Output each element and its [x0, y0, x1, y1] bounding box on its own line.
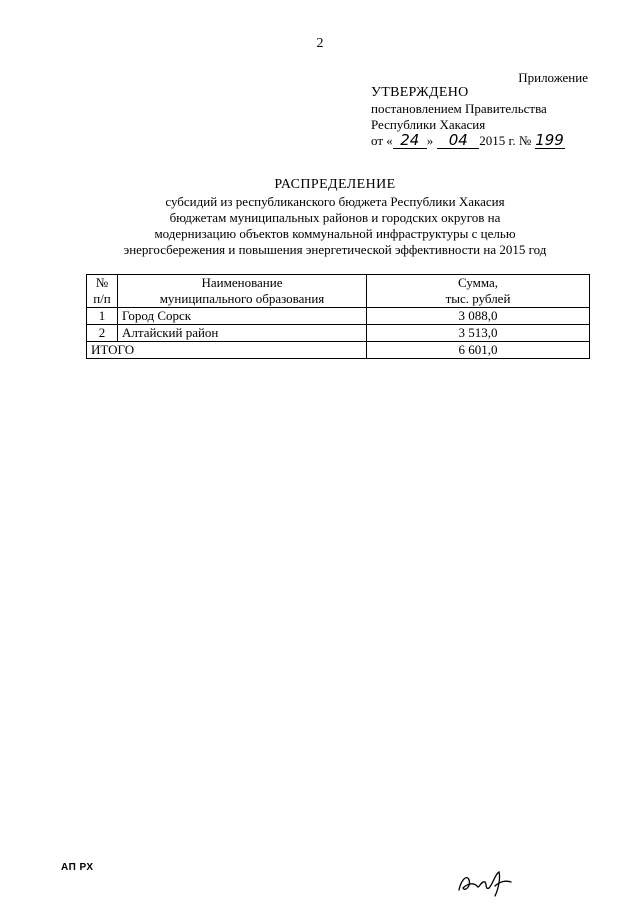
footer-code: АП РХ	[61, 862, 94, 873]
date-day-close: »	[426, 133, 434, 148]
subtitle-line-3: модернизацию объектов коммунальной инфраструктуры с целью	[154, 226, 516, 241]
header-num-line-1: №	[95, 275, 109, 290]
approved-heading: УТВЕРЖДЕНО	[371, 85, 469, 100]
approval-block	[371, 85, 565, 149]
table-header-row	[87, 275, 590, 308]
handwritten-signature	[455, 866, 515, 898]
table-row	[87, 325, 590, 342]
row-sum: 3 088,0	[367, 308, 590, 325]
date-month: 04	[437, 133, 479, 149]
total-label: ИТОГО	[87, 342, 367, 359]
header-name	[118, 275, 367, 308]
row-num: 2	[87, 325, 118, 342]
approval-line-1: постановлением Правительства	[371, 101, 547, 116]
row-num: 1	[87, 308, 118, 325]
row-name: Алтайский район	[118, 325, 367, 342]
subtitle-line-2: бюджетам муниципальных районов и городских округов на	[169, 210, 501, 225]
page-number: 2	[316, 36, 324, 51]
header-sum-line-2: тыс. рублей	[445, 291, 511, 306]
subtitle-line-4: энергосбережения и повышения энергетической эффективности на 2015 год	[123, 242, 547, 257]
approval-line-2: Республики Хакасия	[371, 117, 486, 132]
approval-date-line	[371, 133, 565, 149]
date-day: 24	[393, 133, 427, 149]
date-year: 2015 г. №	[479, 133, 532, 148]
subtitle-line-1: субсидий из республиканского бюджета Республики Хакасия	[165, 194, 505, 209]
header-num-line-2: п/п	[93, 291, 111, 306]
decree-number: 199	[535, 131, 564, 149]
header-name-line-2: муниципального образования	[159, 291, 325, 306]
date-prefix: от «	[371, 133, 393, 148]
table-row	[87, 308, 590, 325]
header-name-line-1: Наименование	[201, 275, 283, 290]
total-sum: 6 601,0	[367, 342, 590, 359]
distribution-table	[86, 274, 590, 359]
appendix-label: Приложение	[518, 70, 588, 85]
header-sum-line-1: Сумма,	[457, 275, 499, 290]
row-sum: 3 513,0	[367, 325, 590, 342]
table-total-row	[87, 342, 590, 359]
header-sum	[367, 275, 590, 308]
row-name: Город Сорск	[118, 308, 367, 325]
document-title: РАСПРЕДЕЛЕНИЕ	[274, 177, 396, 192]
header-num	[87, 275, 118, 308]
document-title-block	[80, 177, 590, 258]
